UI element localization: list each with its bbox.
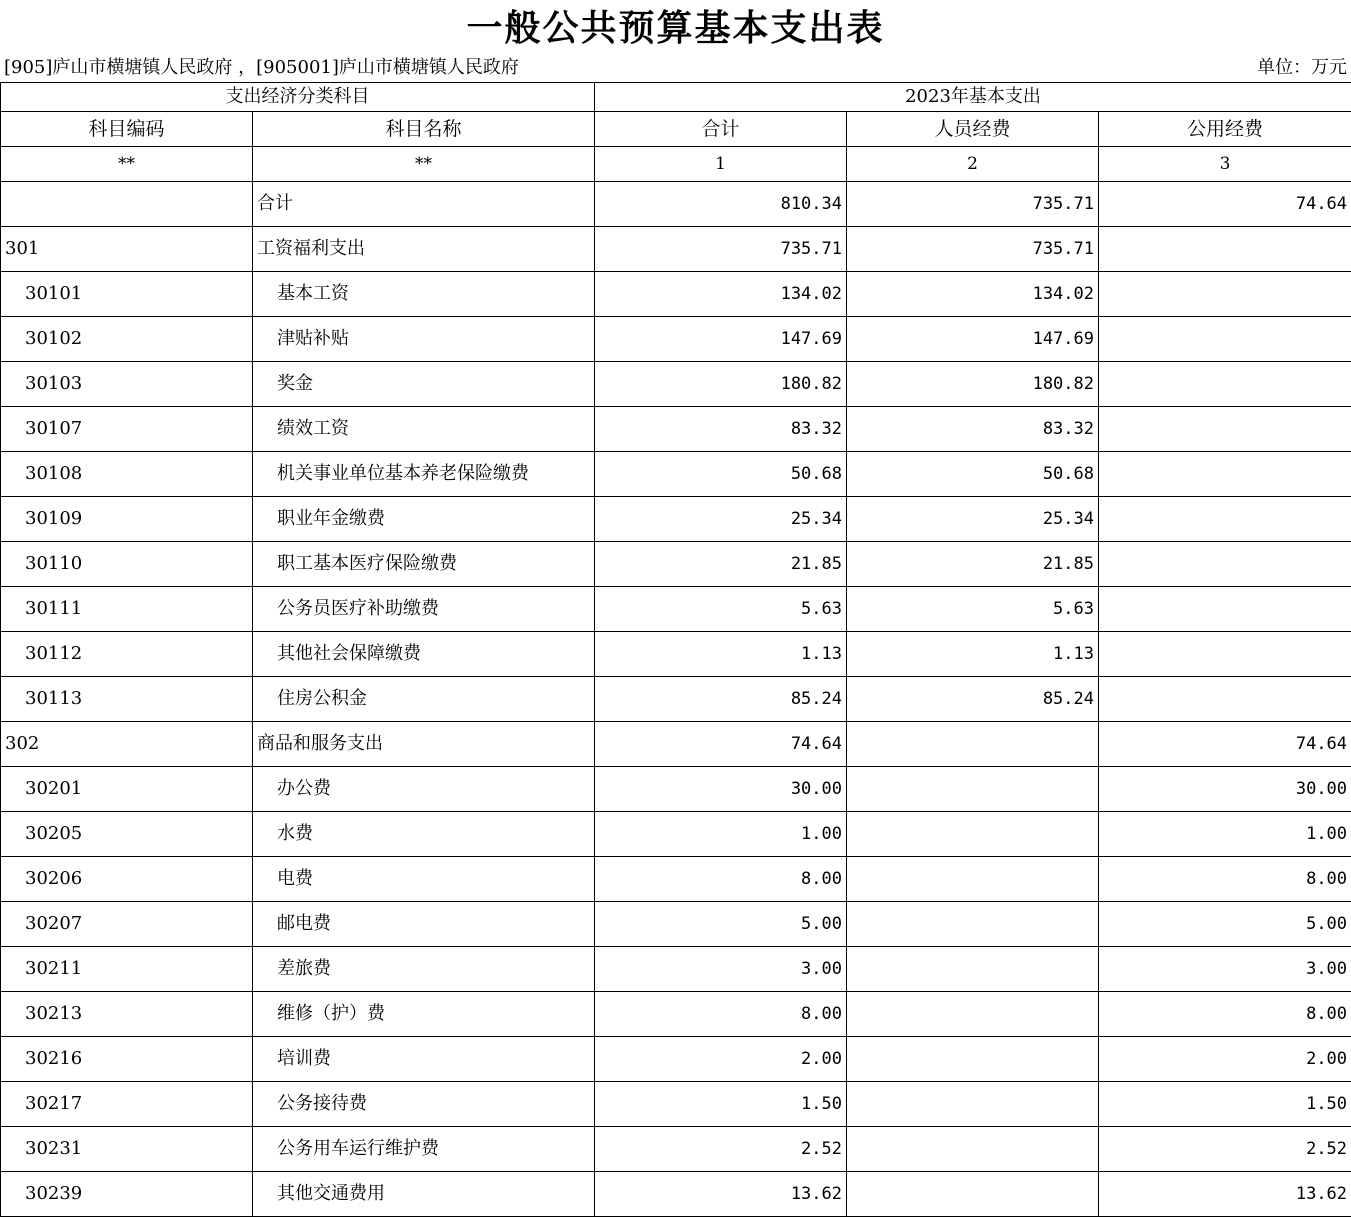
- cell-code: 30113: [1, 677, 253, 722]
- table-row: [1, 407, 1351, 452]
- cell-total: 3.00: [595, 947, 847, 992]
- cell-total: 134.02: [595, 272, 847, 317]
- cell-personnel: 134.02: [847, 272, 1099, 317]
- cell-total: 2.52: [595, 1127, 847, 1172]
- cell-personnel: [847, 902, 1099, 947]
- cell-personnel: 735.71: [847, 227, 1099, 272]
- cell-total: 1.13: [595, 632, 847, 677]
- cell-name: 其他社会保障缴费: [253, 632, 595, 677]
- table-row: [1, 902, 1351, 947]
- cell-code: 30109: [1, 497, 253, 542]
- cell-personnel: 25.34: [847, 497, 1099, 542]
- cell-name: 公务用车运行维护费: [253, 1127, 595, 1172]
- cell-code: 30239: [1, 1172, 253, 1217]
- cell-personnel: 5.63: [847, 587, 1099, 632]
- cell-total: 147.69: [595, 317, 847, 362]
- table-row: [1, 497, 1351, 542]
- cell-total: 1.50: [595, 1082, 847, 1127]
- cell-name: 公务接待费: [253, 1082, 595, 1127]
- cell-name: 邮电费: [253, 902, 595, 947]
- cell-total: 21.85: [595, 542, 847, 587]
- cell-personnel: 147.69: [847, 317, 1099, 362]
- column-header-total: 合计: [595, 112, 847, 147]
- column-header-public: 公用经费: [1099, 112, 1351, 147]
- cell-name: 职工基本医疗保险缴费: [253, 542, 595, 587]
- table-row: [1, 452, 1351, 497]
- cell-public: 1.00: [1099, 812, 1351, 857]
- cell-name: 奖金: [253, 362, 595, 407]
- budget-table: [0, 82, 1351, 1217]
- cell-code: 30216: [1, 1037, 253, 1082]
- table-row: [1, 227, 1351, 272]
- index-total: 1: [595, 147, 847, 182]
- cell-public: [1099, 362, 1351, 407]
- cell-personnel: [847, 1037, 1099, 1082]
- page-title: 一般公共预算基本支出表: [466, 7, 885, 49]
- cell-public: [1099, 317, 1351, 362]
- cell-public: [1099, 632, 1351, 677]
- cell-name: 维修（护）费: [253, 992, 595, 1037]
- cell-code: 30111: [1, 587, 253, 632]
- cell-public: 2.52: [1099, 1127, 1351, 1172]
- index-personnel: 2: [847, 147, 1099, 182]
- cell-name: 基本工资: [253, 272, 595, 317]
- cell-total: 74.64: [595, 722, 847, 767]
- cell-personnel: [847, 1127, 1099, 1172]
- cell-total: 1.00: [595, 812, 847, 857]
- header-group-right: 2023年基本支出: [595, 83, 1351, 112]
- cell-public: [1099, 272, 1351, 317]
- cell-personnel: [847, 767, 1099, 812]
- header-group-left: 支出经济分类科目: [1, 83, 595, 112]
- cell-public: 30.00: [1099, 767, 1351, 812]
- cell-personnel: [847, 1172, 1099, 1217]
- column-header-code: 科目编码: [1, 112, 253, 147]
- cell-personnel: 85.24: [847, 677, 1099, 722]
- header-index-row: [1, 147, 1351, 182]
- cell-name: 绩效工资: [253, 407, 595, 452]
- cell-total: 810.34: [595, 182, 847, 227]
- cell-code: 30201: [1, 767, 253, 812]
- cell-public: 13.62: [1099, 1172, 1351, 1217]
- index-public: 3: [1099, 147, 1351, 182]
- cell-code: 30217: [1, 1082, 253, 1127]
- cell-code: 30110: [1, 542, 253, 587]
- cell-name: 住房公积金: [253, 677, 595, 722]
- cell-name: 其他交通费用: [253, 1172, 595, 1217]
- cell-code: 30107: [1, 407, 253, 452]
- cell-personnel: [847, 992, 1099, 1037]
- table-row: [1, 947, 1351, 992]
- cell-public: 2.00: [1099, 1037, 1351, 1082]
- cell-public: [1099, 227, 1351, 272]
- table-row: [1, 812, 1351, 857]
- cell-public: [1099, 677, 1351, 722]
- index-code: **: [1, 147, 253, 182]
- cell-public: [1099, 587, 1351, 632]
- cell-code: 30108: [1, 452, 253, 497]
- cell-public: 1.50: [1099, 1082, 1351, 1127]
- cell-name: 机关事业单位基本养老保险缴费: [253, 452, 595, 497]
- cell-personnel: [847, 857, 1099, 902]
- unit-organization: [905]庐山市横塘镇人民政府 ，[905001]庐山市横塘镇人民政府: [4, 57, 519, 78]
- table-row: [1, 1172, 1351, 1217]
- header-column-row: [1, 112, 1351, 147]
- cell-public: [1099, 542, 1351, 587]
- cell-personnel: [847, 947, 1099, 992]
- cell-code: 30213: [1, 992, 253, 1037]
- cell-name: 培训费: [253, 1037, 595, 1082]
- cell-code: 30231: [1, 1127, 253, 1172]
- table-row: [1, 362, 1351, 407]
- cell-name: 公务员医疗补助缴费: [253, 587, 595, 632]
- header-group-row: [1, 83, 1351, 112]
- cell-total: 735.71: [595, 227, 847, 272]
- cell-name: 职业年金缴费: [253, 497, 595, 542]
- table-row: [1, 722, 1351, 767]
- column-header-name: 科目名称: [253, 112, 595, 147]
- cell-total: 83.32: [595, 407, 847, 452]
- cell-total: 13.62: [595, 1172, 847, 1217]
- cell-total: 8.00: [595, 992, 847, 1037]
- cell-code: 30103: [1, 362, 253, 407]
- cell-name: 合计: [253, 182, 595, 227]
- cell-personnel: 735.71: [847, 182, 1099, 227]
- table-row: [1, 992, 1351, 1037]
- cell-name: 电费: [253, 857, 595, 902]
- cell-total: 180.82: [595, 362, 847, 407]
- cell-code: [1, 182, 253, 227]
- column-header-personnel: 人员经费: [847, 112, 1099, 147]
- cell-total: 5.63: [595, 587, 847, 632]
- cell-code: 30206: [1, 857, 253, 902]
- cell-public: 5.00: [1099, 902, 1351, 947]
- cell-code: 30205: [1, 812, 253, 857]
- cell-public: [1099, 497, 1351, 542]
- cell-name: 商品和服务支出: [253, 722, 595, 767]
- cell-code: 30211: [1, 947, 253, 992]
- table-row: [1, 317, 1351, 362]
- cell-total: 30.00: [595, 767, 847, 812]
- cell-total: 5.00: [595, 902, 847, 947]
- cell-public: 74.64: [1099, 182, 1351, 227]
- table-row: [1, 272, 1351, 317]
- cell-public: 74.64: [1099, 722, 1351, 767]
- cell-code: 30207: [1, 902, 253, 947]
- cell-code: 302: [1, 722, 253, 767]
- cell-public: [1099, 452, 1351, 497]
- cell-total: 25.34: [595, 497, 847, 542]
- cell-total: 8.00: [595, 857, 847, 902]
- cell-code: 30112: [1, 632, 253, 677]
- cell-public: 8.00: [1099, 857, 1351, 902]
- cell-total: 50.68: [595, 452, 847, 497]
- table-row: [1, 587, 1351, 632]
- table-row: [1, 767, 1351, 812]
- cell-name: 差旅费: [253, 947, 595, 992]
- table-body: [1, 182, 1351, 1217]
- cell-code: 30102: [1, 317, 253, 362]
- cell-personnel: 180.82: [847, 362, 1099, 407]
- cell-name: 水费: [253, 812, 595, 857]
- cell-name: 津贴补贴: [253, 317, 595, 362]
- unit-label: 单位：万元: [1257, 57, 1347, 78]
- table-row: [1, 632, 1351, 677]
- table-row: [1, 182, 1351, 227]
- table-row: [1, 1127, 1351, 1172]
- table-row: [1, 542, 1351, 587]
- cell-total: 2.00: [595, 1037, 847, 1082]
- cell-code: 30101: [1, 272, 253, 317]
- cell-public: 3.00: [1099, 947, 1351, 992]
- cell-name: 工资福利支出: [253, 227, 595, 272]
- cell-personnel: 21.85: [847, 542, 1099, 587]
- cell-personnel: 83.32: [847, 407, 1099, 452]
- index-name: **: [253, 147, 595, 182]
- table-row: [1, 1037, 1351, 1082]
- cell-total: 85.24: [595, 677, 847, 722]
- cell-public: [1099, 407, 1351, 452]
- table-row: [1, 857, 1351, 902]
- cell-public: 8.00: [1099, 992, 1351, 1037]
- cell-personnel: [847, 1082, 1099, 1127]
- cell-personnel: 50.68: [847, 452, 1099, 497]
- cell-personnel: [847, 812, 1099, 857]
- table-row: [1, 677, 1351, 722]
- cell-code: 301: [1, 227, 253, 272]
- cell-personnel: 1.13: [847, 632, 1099, 677]
- table-row: [1, 1082, 1351, 1127]
- cell-personnel: [847, 722, 1099, 767]
- cell-name: 办公费: [253, 767, 595, 812]
